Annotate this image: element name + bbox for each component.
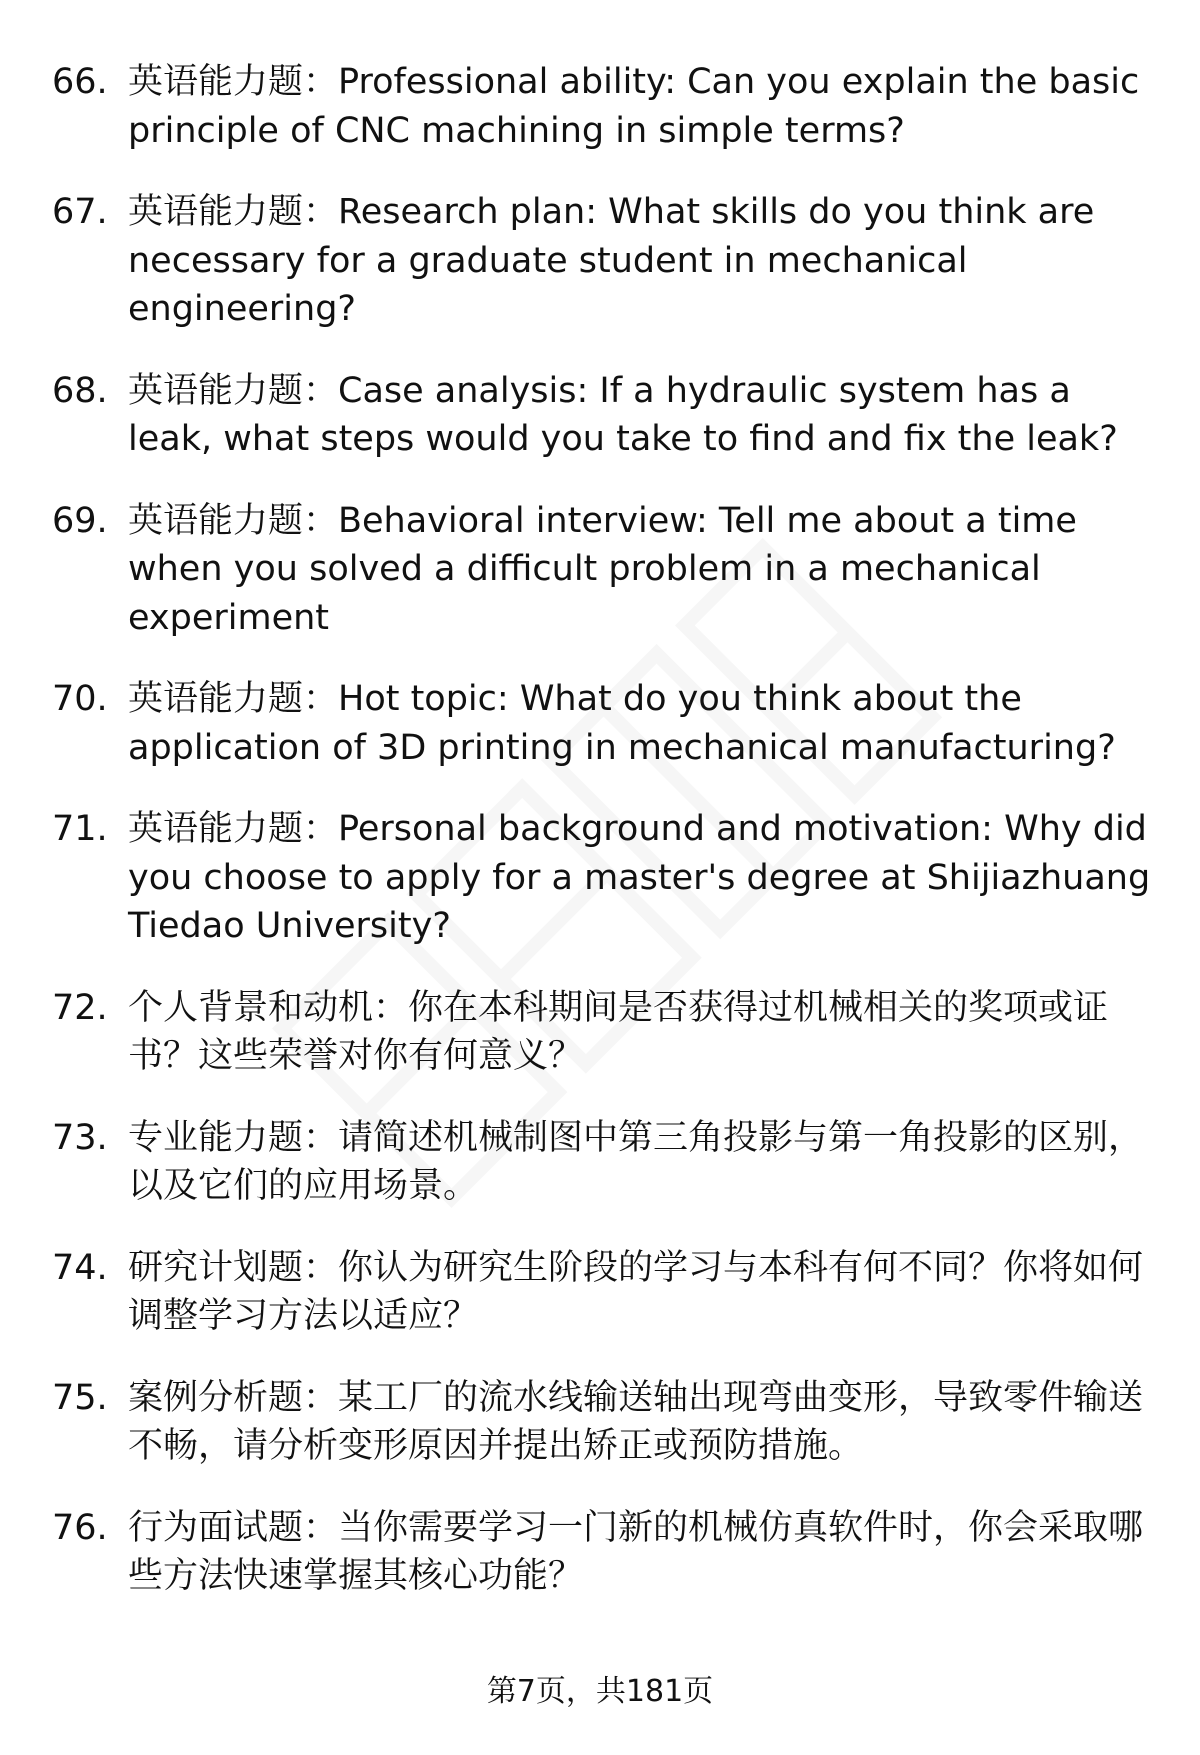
question-item bbox=[52, 805, 1152, 951]
question-text: 英语能力题：Professional ability: Can you explain the basic principle of CNC machining in simple terms? bbox=[128, 62, 1140, 151]
question-number: 75. bbox=[52, 1377, 108, 1418]
question-item bbox=[52, 58, 1152, 155]
question-item bbox=[52, 1114, 1152, 1211]
question-number: 76. bbox=[52, 1507, 108, 1548]
question-number: 68. bbox=[52, 370, 108, 411]
question-text: 英语能力题：Hot topic: What do you think about the application of 3D printing in mechanical manufacturing? bbox=[128, 679, 1116, 768]
question-text: 英语能力题：Behavioral interview: Tell me about a time when you solved a difficult problem in a mechanical experiment bbox=[128, 500, 1077, 638]
question-number: 74. bbox=[52, 1247, 108, 1288]
question-text: 英语能力题：Case analysis: If a hydraulic system has a leak, what steps would you take to find and fix the leak? bbox=[128, 370, 1118, 459]
question-item bbox=[52, 1374, 1152, 1471]
question-number: 69. bbox=[52, 500, 108, 541]
question-text: 英语能力题：Personal background and motivation: Why did you choose to apply for a master's degree at Shijiazhuang Tiedao University? bbox=[128, 809, 1151, 946]
question-text: 行为面试题：当你需要学习一门新的机械仿真软件时，你会采取哪些方法快速掌握其核心功能？ bbox=[128, 1507, 1144, 1596]
question-number: 72. bbox=[52, 987, 108, 1028]
question-list bbox=[52, 58, 1152, 1634]
question-text: 专业能力题：请简述机械制图中第三角投影与第一角投影的区别，以及它们的应用场景。 bbox=[128, 1117, 1144, 1206]
question-number: 66. bbox=[52, 62, 108, 102]
question-number: 70. bbox=[52, 679, 108, 719]
question-item bbox=[52, 188, 1152, 334]
question-item bbox=[52, 497, 1152, 643]
question-text: 英语能力题：Research plan: What skills do you think are necessary for a graduate student in mechanical engineering? bbox=[128, 192, 1095, 329]
question-text: 研究计划题：你认为研究生阶段的学习与本科有何不同？你将如何调整学习方法以适应？ bbox=[128, 1247, 1144, 1336]
page-footer: 第7页，共181页 bbox=[486, 1674, 714, 1709]
question-item bbox=[52, 1244, 1152, 1341]
question-text: 个人背景和动机：你在本科期间是否获得过机械相关的奖项或证书？这些荣誉对你有何意义？ bbox=[128, 987, 1109, 1076]
question-item bbox=[52, 367, 1152, 464]
question-item bbox=[52, 1504, 1152, 1601]
question-number: 67. bbox=[52, 192, 108, 232]
question-text: 案例分析题：某工厂的流水线输送轴出现弯曲变形，导致零件输送不畅，请分析变形原因并提出矫正或预防措施。 bbox=[128, 1377, 1144, 1466]
question-number: 73. bbox=[52, 1117, 108, 1158]
question-item bbox=[52, 984, 1152, 1081]
question-number: 71. bbox=[52, 809, 108, 849]
question-item bbox=[52, 675, 1152, 772]
